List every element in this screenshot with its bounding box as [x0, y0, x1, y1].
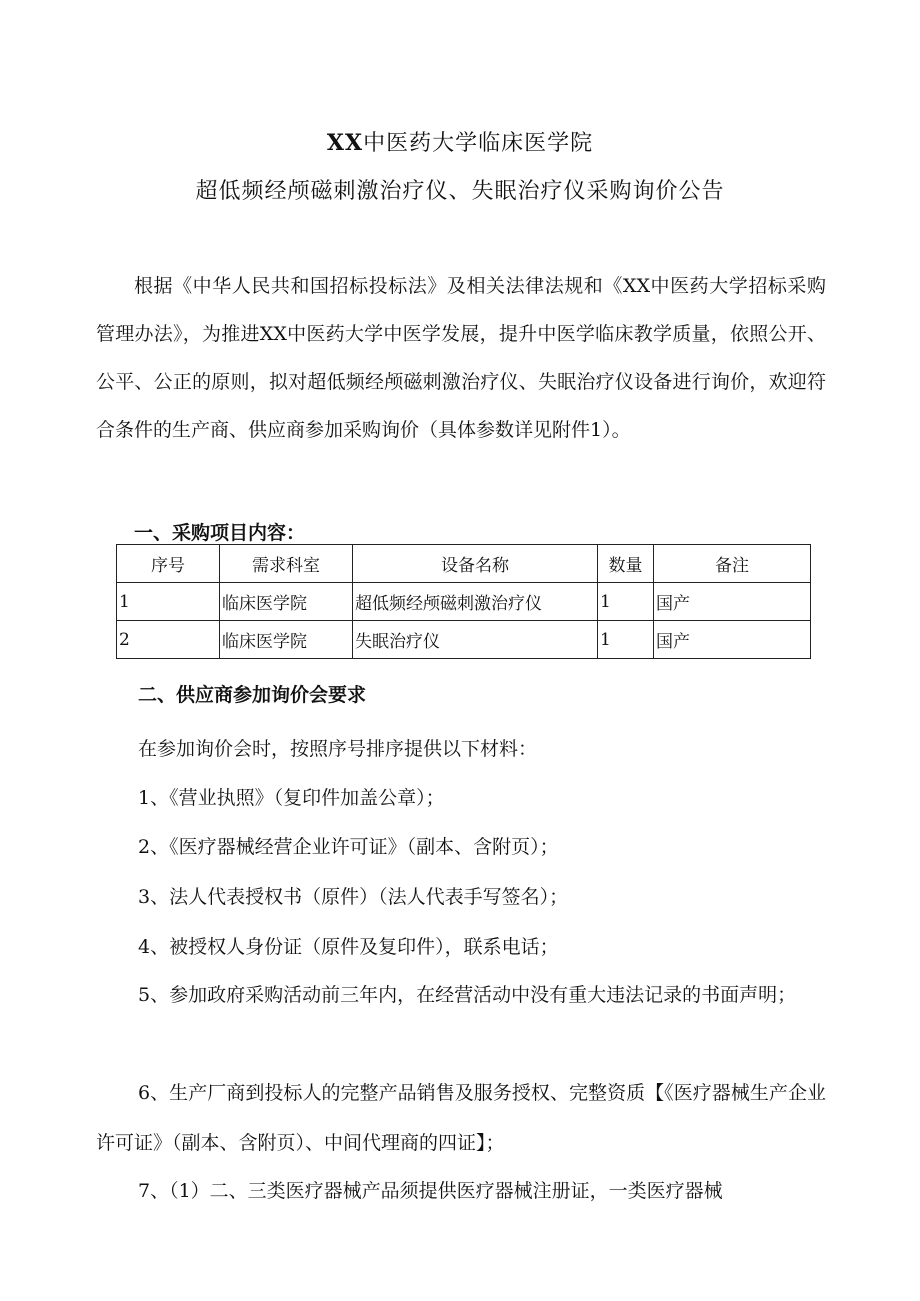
table-row: [117, 583, 811, 621]
title-prefix: XX: [326, 130, 364, 156]
cell-remark: 国产: [654, 583, 811, 621]
column-header-remark: 备注: [654, 545, 811, 583]
requirement-item-5: 5、参加政府采购活动前三年内，在经营活动中没有重大违法记录的书面声明；: [138, 984, 797, 1006]
requirement-item-4: 4、被授权人身份证（原件及复印件），联系电话；: [138, 936, 559, 958]
cell-device: 失眠治疗仪: [353, 621, 598, 659]
document-title-line2: 超低频经颅磁刺激治疗仪、失眠治疗仪采购询价公告: [195, 179, 725, 204]
cell-device: 超低频经颅磁刺激治疗仪: [353, 583, 598, 621]
column-header-device: 设备名称: [353, 545, 598, 583]
section1-heading: 一、采购项目内容：: [134, 522, 306, 544]
cell-quantity: 1: [598, 621, 654, 659]
requirement-item-7: 7、（1）二、三类医疗器械产品须提供医疗器械注册证，一类医疗器械: [138, 1180, 723, 1202]
table-row: [117, 621, 811, 659]
column-header-department: 需求科室: [220, 545, 353, 583]
cell-quantity: 1: [598, 583, 654, 621]
requirement-item-3: 3、法人代表授权书（原件）（法人代表手写签名）；: [138, 886, 569, 908]
cell-department: 临床医学院: [220, 621, 353, 659]
requirement-item-2: 2、《医疗器械经营企业许可证》（副本、含附页）；: [138, 836, 559, 858]
cell-index: 2: [117, 621, 220, 659]
column-header-index: 序号: [117, 545, 220, 583]
document-title-line1: [0, 126, 920, 157]
requirement-item-6: 6、生产厂商到投标人的完整产品销售及服务授权、完整资质【《医疗器械生产企业许可证》（副本、含附页）、中间代理商的四证】；: [96, 1082, 826, 1154]
requirement-item-1: 1、《营业执照》（复印件加盖公章）；: [138, 787, 445, 809]
intro-paragraph: 根据《中华人民共和国招标投标法》及相关法律法规和《XX中医药大学招标采购管理办法》，为推进XX中医药大学中医学发展，提升中医学临床教学质量，依照公开、公平、公正的原则，拟对超低频经颅磁刺激治疗仪、失眠治疗仪设备进行询价，欢迎符合条件的生产商、供应商参加采购询价（具体参数详见附件1）。: [96, 275, 826, 441]
section2-heading: 二、供应商参加询价会要求: [138, 684, 367, 706]
cell-remark: 国产: [654, 621, 811, 659]
cell-department: 临床医学院: [220, 583, 353, 621]
column-header-quantity: 数量: [598, 545, 654, 583]
procurement-table: [116, 544, 811, 659]
cell-index: 1: [117, 583, 220, 621]
table-header-row: [117, 545, 811, 583]
section2-intro: 在参加询价会时，按照序号排序提供以下材料：: [138, 738, 538, 760]
title-rest: 中医药大学临床医学院: [363, 131, 594, 156]
